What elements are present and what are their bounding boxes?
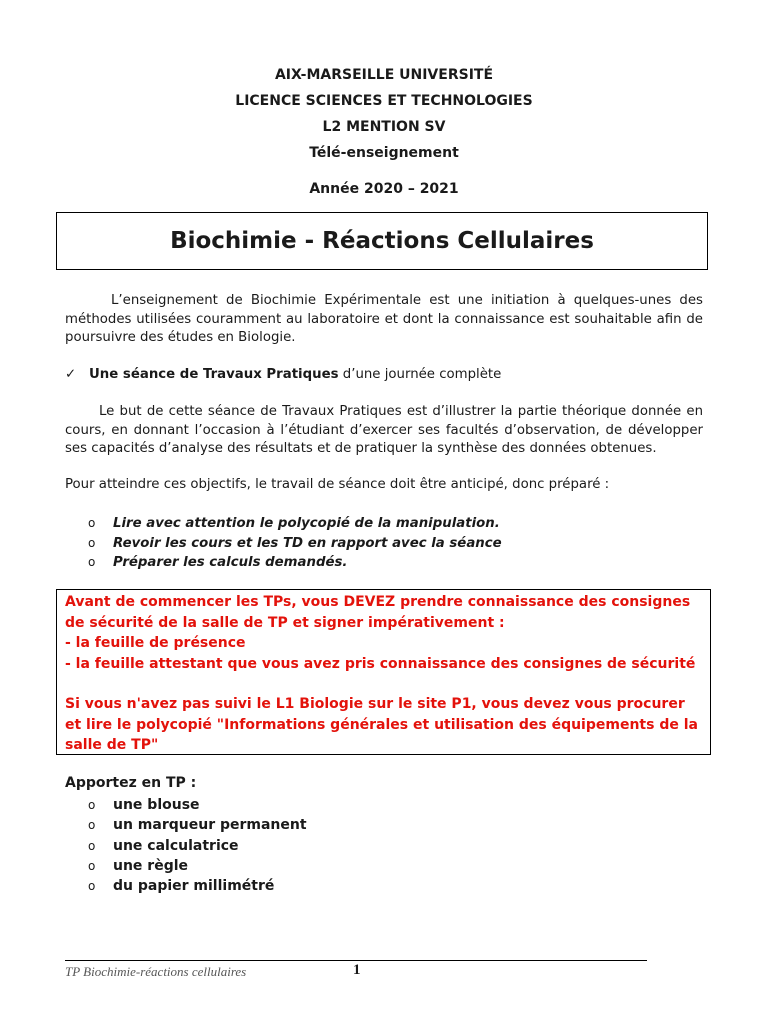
- bring-title: Apportez en TP :: [65, 775, 197, 791]
- mention: L2 MENTION SV: [322, 119, 446, 135]
- bullet-icon: o: [88, 798, 96, 812]
- warning-line: - la feuille de présence: [65, 635, 246, 651]
- bullet-icon: o: [88, 818, 96, 833]
- list-item: [88, 815, 307, 835]
- session-bold: Une séance de Travaux Pratiques: [89, 367, 339, 382]
- list-item-text: Revoir les cours et les TD en rapport avec la séance: [113, 535, 502, 551]
- session-line: [65, 366, 501, 384]
- footer-divider: [65, 960, 647, 961]
- warning-line: Avant de commencer les TPs, vous DEVEZ prendre connaissance des consignes de sécurité de la salle de TP et signer impérativement :: [65, 594, 691, 631]
- list-item-text: une règle: [113, 857, 189, 874]
- bullet-icon: o: [88, 516, 96, 530]
- prep-intro: Pour atteindre ces objectifs, le travail de séance doit être anticipé, donc préparé :: [65, 477, 610, 492]
- bullet-icon: o: [88, 838, 96, 853]
- mode: Télé-enseignement: [309, 145, 459, 161]
- list-item: [88, 514, 502, 534]
- list-item: [88, 836, 307, 856]
- goal-paragraph: Le but de cette séance de Travaux Pratiques est d’illustrer la partie théorique donnée en cours, en donnant l’occasion à l’étudiant d’exercer ses facultés d’observation, de développer ses capacités d’analyse des résultats et de pratiquer la synthèse des données obtenues.: [65, 404, 703, 456]
- bullet-icon: o: [88, 879, 96, 894]
- footer-title: TP Biochimie-réactions cellulaires: [65, 964, 247, 979]
- bullet-icon: o: [88, 858, 96, 873]
- program-name: LICENCE SCIENCES ET TECHNOLOGIES: [235, 93, 533, 109]
- bullet-icon: o: [88, 555, 96, 569]
- page-number: 1: [353, 962, 361, 978]
- list-item-text: Préparer les calculs demandés.: [113, 555, 348, 570]
- list-item-text: un marqueur permanent: [113, 817, 307, 834]
- academic-year: Année 2020 – 2021: [309, 181, 459, 197]
- warning-line: - la feuille attestant que vous avez pris connaissance des consignes de sécurité: [65, 655, 696, 672]
- list-item-text: Lire avec attention le polycopié de la manipulation.: [113, 516, 500, 531]
- bullet-icon: o: [88, 535, 96, 550]
- list-item-text: une calculatrice: [113, 837, 239, 854]
- document-title: Biochimie - Réactions Cellulaires: [170, 228, 594, 254]
- bring-list: [88, 795, 307, 896]
- university-name: AIX-MARSEILLE UNIVERSITÉ: [274, 67, 494, 83]
- list-item-text: du papier millimétré: [113, 878, 275, 895]
- prep-list: [88, 514, 502, 573]
- safety-warning-box: [56, 589, 711, 755]
- intro-paragraph: L’enseignement de Biochimie Expérimentale est une initiation à quelques-unes des méthodes utilisées couramment au laboratoire et dont la connaissance est souhaitable afin de poursuivre des études en Biologie.: [65, 293, 703, 345]
- list-item-text: une blouse: [113, 797, 200, 813]
- checkmark-icon: ✓: [65, 367, 77, 382]
- session-rest: d’une journée complète: [338, 367, 502, 382]
- list-item: [88, 856, 307, 876]
- list-item: [88, 795, 307, 815]
- list-item: [88, 553, 502, 573]
- list-item: [88, 876, 307, 896]
- title-box: [56, 212, 708, 270]
- list-item: [88, 534, 502, 554]
- warning-line: Si vous n'avez pas suivi le L1 Biologie sur le site P1, vous devez vous procurer et lire le polycopié "Informations générales et utilisation des équipements de la salle de TP": [65, 696, 698, 753]
- header: [0, 62, 768, 202]
